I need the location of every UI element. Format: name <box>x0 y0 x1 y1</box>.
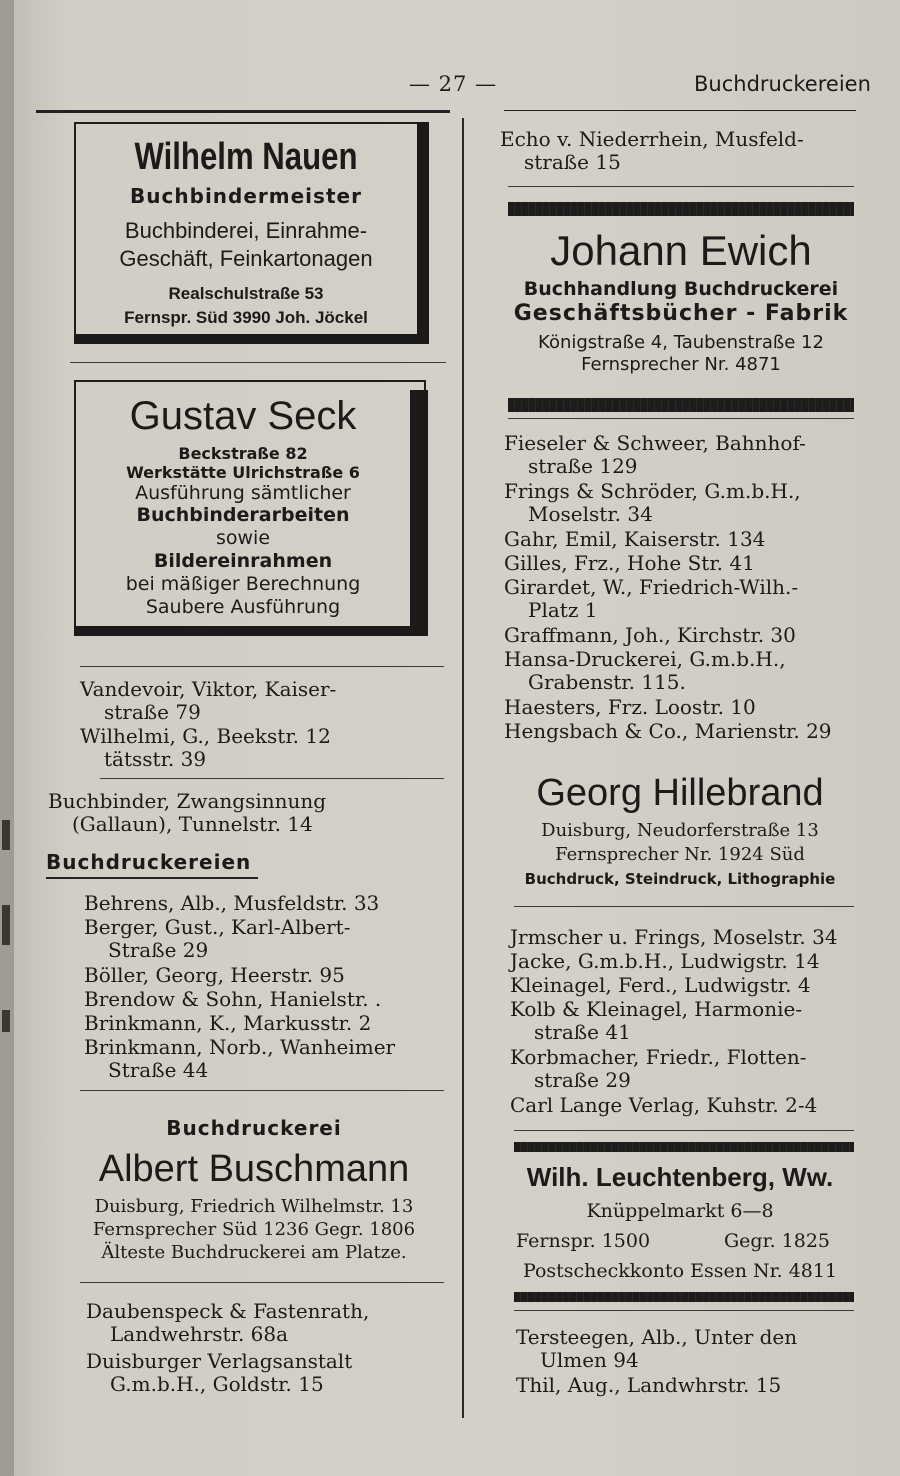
divider <box>514 1310 854 1311</box>
list-item: Daubenspeck & Fastenrath, Landwehrstr. 68a <box>86 1299 370 1346</box>
ad-seck-l2: Buchbinderarbeiten <box>136 504 350 526</box>
ad-seck-addr2: Werkstätte Ulrichstraße 6 <box>126 463 360 482</box>
ad-shadow <box>410 390 428 636</box>
spine-mark <box>2 1010 10 1032</box>
list-item: Gahr, Emil, Kaiserstr. 134 <box>504 527 766 551</box>
list-item: Carl Lange Verlag, Kuhstr. 2-4 <box>510 1093 818 1117</box>
list-item: Brinkmann, K., Markusstr. 2 <box>84 1011 372 1035</box>
list-item: Fieseler & Schweer, Bahnhof- straße 129 <box>504 431 806 478</box>
list-item: Jacke, G.m.b.H., Ludwigstr. 14 <box>510 949 820 973</box>
divider <box>70 362 446 363</box>
list-item: Brendow & Sohn, Hanielstr. . <box>84 987 382 1011</box>
ad-nauen-line2: Geschäft, Feinkartonagen <box>119 246 373 271</box>
ornament-bar <box>514 1142 854 1152</box>
ad-ewich-l3: Königstraße 4, Taubenstraße 12 <box>538 332 824 353</box>
ornament-bar <box>508 398 854 412</box>
list-item: Hengsbach & Co., Marienstr. 29 <box>504 719 832 743</box>
ad-seck-l5: bei mäßiger Berechnung <box>125 573 361 595</box>
list-item: Behrens, Alb., Musfeldstr. 33 <box>84 891 380 915</box>
ad-leuchtenberg-name: Wilh. Leuchtenberg, Ww. <box>526 1162 834 1192</box>
list-item: Vandevoir, Viktor, Kaiser- straße 79 <box>80 677 337 724</box>
list-item: Tersteegen, Alb., Unter den Ulmen 94 <box>516 1325 798 1372</box>
list-item: Brinkmann, Norb., Wanheimer Straße 44 <box>84 1035 396 1082</box>
column-divider <box>462 118 464 1418</box>
header-rule-left <box>36 110 450 113</box>
section-heading-underline <box>46 877 258 879</box>
ad-nauen-name: Wilhelm Nauen <box>134 136 358 178</box>
ad-seck-l1: Ausführung sämtlicher <box>135 482 351 504</box>
ad-ewich-l4: Fernsprecher Nr. 4871 <box>581 354 781 375</box>
page-number: — 27 — <box>409 72 498 96</box>
spine-mark <box>2 820 10 850</box>
ad-seck-addr1: Beckstraße 82 <box>178 444 308 463</box>
divider <box>514 1130 854 1131</box>
ad-buschmann-pre: Buchdruckerei <box>166 1116 342 1140</box>
list-item: Kleinagel, Ferd., Ludwigstr. 4 <box>510 973 811 997</box>
section-heading: Buchdruckereien <box>46 850 252 874</box>
divider <box>514 906 854 907</box>
ad-shadow <box>417 122 429 344</box>
page <box>14 0 900 1476</box>
ad-leuchtenberg-l3: Postscheckkonto Essen Nr. 4811 <box>522 1260 838 1282</box>
ad-nauen-title: Buchbindermeister <box>130 184 362 208</box>
divider <box>100 778 444 779</box>
header-rule-right <box>504 110 856 111</box>
list-item: Thil, Aug., Landwhrstr. 15 <box>516 1373 782 1397</box>
book-spine <box>0 0 14 1476</box>
list-item: Korbmacher, Friedr., Flotten- straße 29 <box>510 1045 807 1092</box>
list-item: Girardet, W., Friedrich-Wilh.- Platz 1 <box>504 575 799 622</box>
list-item: Wilhelmi, G., Beekstr. 12 tätsstr. 39 <box>80 724 331 771</box>
section-header: Buchdruckereien <box>694 72 871 96</box>
ad-buschmann-l1: Duisburg, Friedrich Wilhelmstr. 13 <box>94 1196 414 1217</box>
spine-mark <box>2 905 10 945</box>
list-item: Graffmann, Joh., Kirchstr. 30 <box>504 623 796 647</box>
ornament-bar <box>514 1292 854 1302</box>
divider <box>80 1090 444 1091</box>
ad-seck-l4: Bildereinrahmen <box>153 550 333 572</box>
list-item: Haesters, Frz. Loostr. 10 <box>504 695 756 719</box>
divider <box>508 186 854 187</box>
list-item: Hansa-Druckerei, G.m.b.H., Grabenstr. 115. <box>504 647 786 694</box>
ad-leuchtenberg-l1: Knüppelmarkt 6—8 <box>586 1200 774 1222</box>
ad-ewich-l2: Geschäftsbücher - Fabrik <box>513 301 849 326</box>
ad-buschmann-l3: Älteste Buchdruckerei am Platze. <box>101 1242 407 1263</box>
ad-leuchtenberg-founded: Gegr. 1825 <box>724 1230 831 1252</box>
ad-shadow <box>74 334 429 344</box>
ornament-bar <box>508 202 854 216</box>
ad-nauen-phone: Fernspr. Süd 3990 Joh. Jöckel <box>124 308 368 327</box>
list-item: Böller, Georg, Heerstr. 95 <box>84 963 345 987</box>
list-item: Jrmscher u. Frings, Moselstr. 34 <box>510 925 838 949</box>
list-item: Echo v. Niederrhein, Musfeld- straße 15 <box>500 127 804 174</box>
divider <box>80 666 444 667</box>
ad-buschmann-name: Albert Buschmann <box>98 1148 410 1190</box>
list-item: Frings & Schröder, G.m.b.H., Moselstr. 34 <box>504 479 801 526</box>
list-item: Berger, Gust., Karl-Albert- Straße 29 <box>84 915 351 962</box>
ad-nauen-address: Realschulstraße 53 <box>168 284 324 303</box>
ad-ewich-name: Johann Ewich <box>550 227 812 274</box>
ad-hillebrand-l2: Fernsprecher Nr. 1924 Süd <box>555 844 805 865</box>
ad-seck-l6: Saubere Ausführung <box>145 596 341 618</box>
list-item: Duisburger Verlagsanstalt G.m.b.H., Goldstr. 15 <box>86 1349 353 1396</box>
divider <box>508 418 854 419</box>
list-item: Gilles, Frz., Hohe Str. 41 <box>504 551 755 575</box>
divider <box>80 1282 444 1283</box>
ad-hillebrand-name: Georg Hillebrand <box>536 772 824 814</box>
ad-ewich-l1: Buchhandlung Buchdruckerei <box>523 278 839 300</box>
ad-leuchtenberg-phone: Fernspr. 1500 <box>516 1230 651 1252</box>
ad-seck-name: Gustav Seck <box>129 394 357 438</box>
ad-shadow <box>74 626 428 636</box>
list-item: Kolb & Kleinagel, Harmonie- straße 41 <box>510 997 803 1044</box>
ad-buschmann-l2: Fernsprecher Süd 1236 Gegr. 1806 <box>92 1219 416 1240</box>
ad-nauen-line1: Buchbinderei, Einrahme- <box>124 218 368 243</box>
ad-hillebrand-l3: Buchdruck, Steindruck, Lithographie <box>524 870 836 888</box>
ad-hillebrand-l1: Duisburg, Neudorferstraße 13 <box>541 820 819 841</box>
ad-seck-l3: sowie <box>215 527 271 549</box>
list-item: Buchbinder, Zwangsinnung (Gallaun), Tunnelstr. 14 <box>48 789 327 836</box>
